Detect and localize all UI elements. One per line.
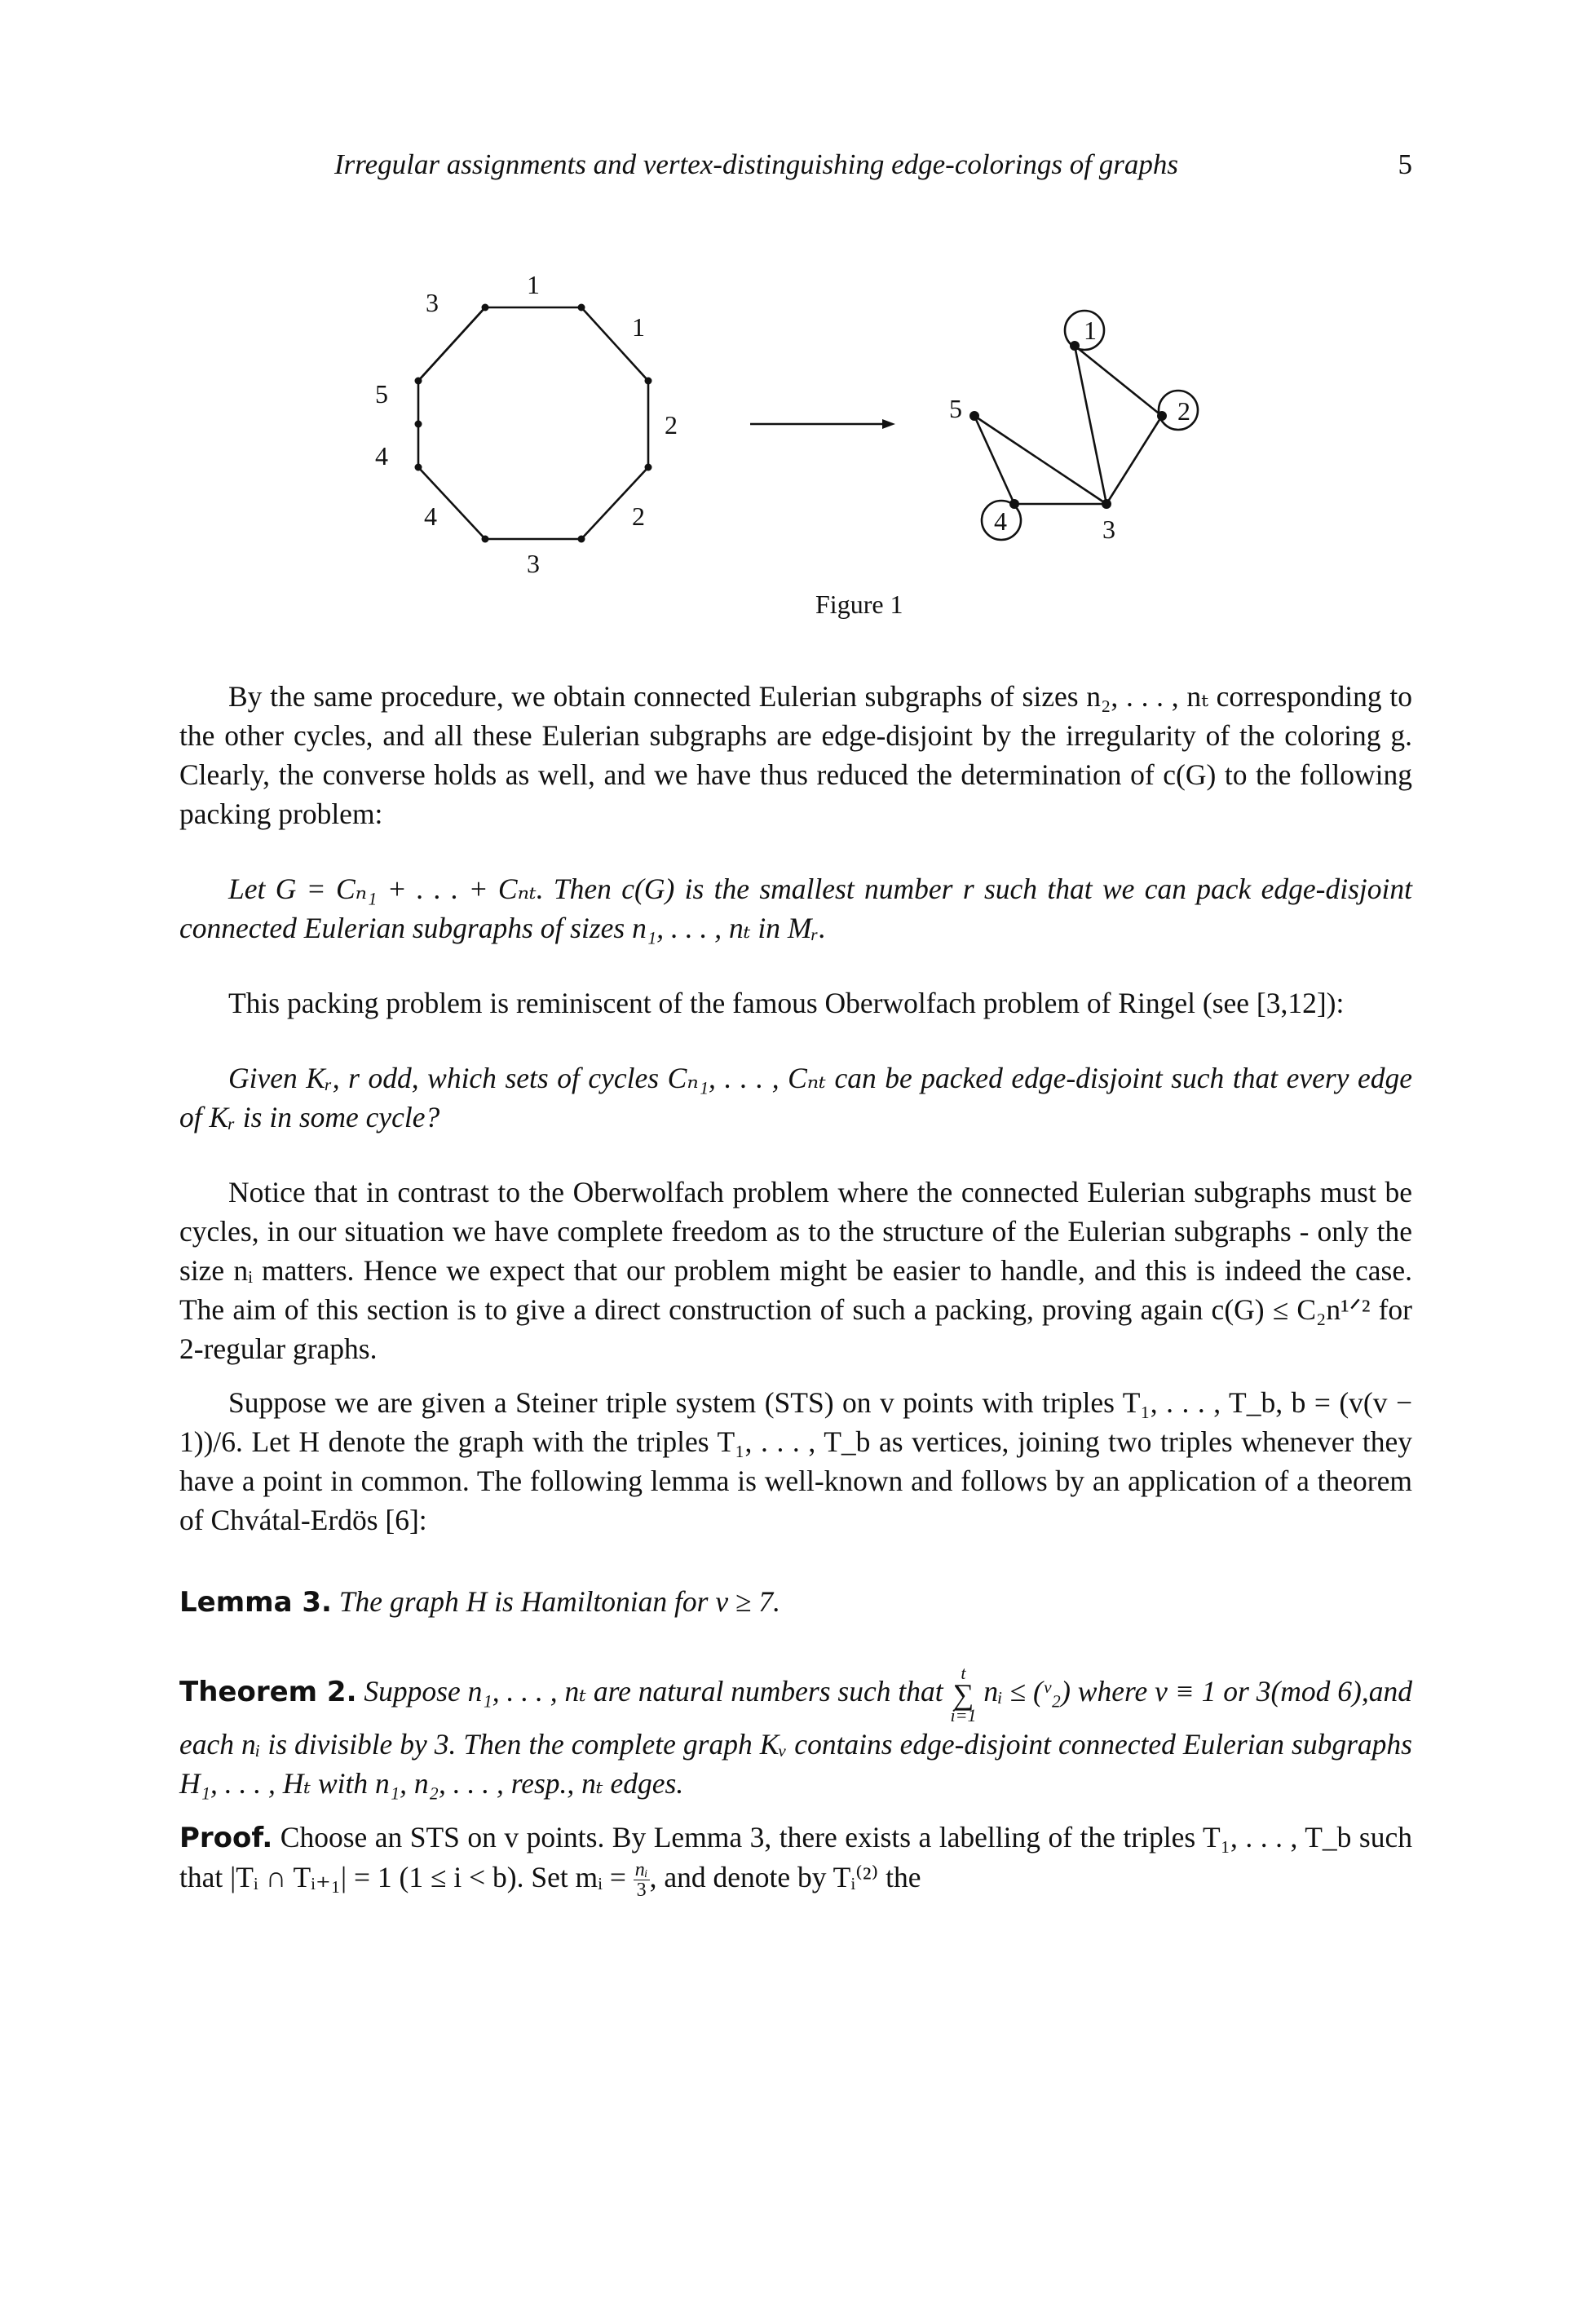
paragraph-oberwolfach-intro: This packing problem is reminiscent of the famous Oberwolfach problem of Ringel (see [3,12]):: [228, 987, 1345, 1019]
page-number: 5: [1398, 148, 1412, 180]
cycle-vertex: [645, 464, 652, 471]
graph-vertex-label: 3: [1102, 515, 1115, 544]
theorem-label: Theorem 2.: [179, 1676, 357, 1709]
summation-lower-limit: i=1: [950, 1705, 977, 1725]
figure-caption: Figure 1: [815, 590, 903, 619]
cycle-vertex: [645, 378, 652, 385]
graph-edge: [1106, 416, 1162, 504]
summation-symbol: [950, 1664, 976, 1725]
graph-vertex-label: 1: [1084, 316, 1097, 345]
proof: [179, 1818, 1412, 1900]
cycle-edge-label: 1: [527, 270, 540, 299]
sigma-glyph: ∑: [952, 1678, 974, 1711]
paragraph-contrast: Notice that in contrast to the Oberwolfach problem where the connected Eulerian subgraphs must be cycles, in our situation we have complete freedom as to the structure of the Eulerian subgraphs - only the size nᵢ matters. Hence we expect that our problem might be easier to handle, and this is indeed the case. The aim of this section is to give a direct construction of such a packing, proving again c(G) ≤ C₂n¹ᐟ² for 2-regular graphs.: [179, 1176, 1412, 1365]
graph-vertex-1: [1070, 341, 1080, 351]
fraction-denominator: 3: [636, 1880, 647, 1902]
page-body: [179, 677, 1412, 1900]
proof-text-end: , and denote by Tᵢ⁽²⁾ the: [649, 1861, 921, 1893]
cycle-edge-label: 4: [424, 501, 437, 531]
graph-vertex-label: 5: [949, 394, 962, 423]
summation-upper-limit: t: [961, 1663, 966, 1683]
graph-vertex-label: 4: [994, 506, 1007, 536]
paragraph-procedure: By the same procedure, we obtain connected Eulerian subgraphs of sizes n₂, . . . , nₜ corresponding to the other cycles, and all these Eulerian subgraphs are edge-disjoint by the irregularity of the coloring g. Clearly, the converse holds as well, and we have thus reduced the determination of c(G) to the following packing problem:: [179, 680, 1412, 830]
paragraph-steiner-triple-system: Suppose we are given a Steiner triple system (STS) on v points with triples T₁, . . . , T_b, b = (v(v − 1))/6. Let H denote the graph with the triples T₁, . . . , T_b as vertices, joining two triples whenever they have a point in common. The following lemma is well-known and follows by an application of a theorem of Chvátal-Erdös [6]:: [179, 1386, 1412, 1536]
theorem-text-end: nᵢ ≤ (ᵛ₂) where v ≡ 1 or 3(mod 6),and each nᵢ is divisible by 3. Then the complete graph Kᵥ contains edge-disjoint connected Eulerian subgraphs H₁, . . . , Hₜ with n₁, n₂, . . . , resp., nₜ edges.: [179, 1675, 1412, 1800]
cycle-vertex: [578, 536, 585, 543]
cycle-vertex: [415, 421, 422, 428]
cycle-vertex: [415, 378, 422, 385]
cycle-edge-label: 4: [375, 441, 388, 471]
fraction-numerator: nᵢ: [634, 1859, 648, 1881]
nonagon-vertices: [415, 304, 652, 543]
oberwolfach-problem-statement: Given Kᵣ, r odd, which sets of cycles Cₙ₁, . . . , Cₙₜ can be packed edge-disjoint such that every edge of Kᵣ is in some cycle?: [179, 1062, 1412, 1133]
theorem-text-start: Suppose n₁, . . . , nₜ are natural numbers such that: [364, 1675, 943, 1708]
cycle-edge-label: 3: [527, 549, 540, 578]
transformation-arrow-head: [882, 419, 895, 429]
cycle-edge-label: 5: [375, 379, 388, 409]
fraction-n-over-3: [634, 1860, 650, 1900]
lemma-label: Lemma 3.: [179, 1586, 332, 1619]
proof-label: Proof.: [179, 1822, 273, 1854]
theorem-2: [179, 1664, 1412, 1803]
cycle-vertex: [415, 464, 422, 471]
cycle-edge-label: 2: [632, 501, 645, 531]
nonagon-closing-edge: [418, 307, 485, 381]
cycle-vertex: [578, 304, 585, 311]
lemma-3: [179, 1582, 1412, 1622]
lemma-text: The graph H is Hamiltonian for v ≥ 7.: [338, 1585, 780, 1618]
page-header: [179, 148, 1412, 197]
cycle-edge-label: 1: [632, 312, 645, 342]
graph-vertex-4: [1009, 499, 1019, 509]
graph-vertex-5: [969, 411, 979, 421]
cycle-vertex: [482, 536, 489, 543]
graph-vertex-label: 2: [1177, 396, 1190, 426]
cycle-edge-label: 3: [426, 288, 439, 317]
figure-1: [351, 261, 1264, 644]
packing-problem-statement: Let G = Cₙ₁ + . . . + Cₙₜ. Then c(G) is the smallest number r such that we can pack edge-disjoint connected Eulerian subgraphs of sizes n₁, . . . , nₜ in Mᵣ.: [179, 873, 1412, 944]
graph-vertex-3: [1102, 499, 1111, 509]
figure-1-drawing: [351, 261, 1264, 644]
cycle-vertex: [482, 304, 489, 311]
proof-text-start: Choose an STS on v points. By Lemma 3, there exists a labelling of the triples T₁, . . . , T_b such that |Tᵢ ∩ Tᵢ₊₁| = 1 (1 ≤ i < b). Set mᵢ =: [179, 1821, 1412, 1893]
graph-edge: [1075, 346, 1106, 504]
graph-vertices: [969, 341, 1167, 509]
graph-edge: [1075, 346, 1162, 416]
eulerian-graph: [974, 346, 1162, 504]
graph-vertex-2: [1157, 411, 1167, 421]
running-head: Irregular assignments and vertex-distinguishing edge-colorings of graphs: [334, 148, 1179, 180]
cycle-edge-label: 2: [665, 410, 678, 440]
